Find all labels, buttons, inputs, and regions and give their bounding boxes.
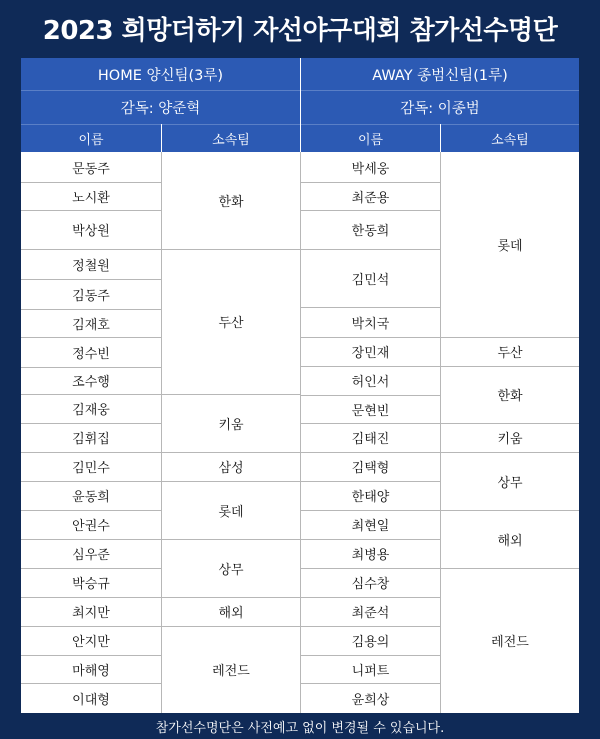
- home-team-name: 키움: [218, 417, 244, 433]
- row-divider: [21, 423, 161, 424]
- footer-note: 참가선수명단은 사전예고 없이 변경될 수 있습니다.: [155, 720, 445, 736]
- header-divider: [161, 124, 162, 152]
- column-divider: [300, 152, 301, 713]
- header-divider: [300, 58, 301, 152]
- home-player-name: 김재웅: [72, 403, 110, 418]
- row-divider: [21, 539, 161, 540]
- row-divider: [301, 626, 440, 627]
- away-player-name: 김민석: [351, 272, 390, 288]
- row-divider: [21, 249, 161, 250]
- row-divider: [301, 423, 440, 424]
- row-divider: [162, 539, 300, 540]
- away-player-name: 최준석: [351, 606, 390, 621]
- row-divider: [301, 539, 440, 540]
- row-divider: [21, 597, 161, 598]
- away-player-name: 최현일: [351, 519, 390, 534]
- row-divider: [162, 626, 300, 627]
- row-divider: [301, 683, 440, 684]
- away-player-name: 윤희상: [351, 692, 390, 708]
- row-divider: [162, 452, 300, 453]
- home-player-name: 최지만: [72, 606, 110, 621]
- row-divider: [162, 597, 300, 598]
- row-divider: [21, 394, 161, 395]
- away-player-name: 박치국: [351, 316, 390, 332]
- away-team-name: 해외: [497, 533, 523, 549]
- row-divider: [21, 452, 161, 453]
- page-title: 2023 희망더하기 자선야구대회 참가선수명단: [42, 15, 558, 46]
- away-player-name: 한태양: [351, 490, 390, 505]
- home-player-name: 문동주: [72, 161, 110, 177]
- away-manager: 감독: 이종범: [301, 90, 579, 124]
- row-divider: [301, 655, 440, 656]
- row-divider: [21, 182, 161, 183]
- away-team-name: 상무: [497, 475, 523, 491]
- home-team-name: 삼성: [218, 461, 244, 476]
- away-team-name: 키움: [497, 432, 523, 447]
- row-divider: [301, 307, 440, 308]
- row-divider: [441, 452, 579, 453]
- row-divider: [301, 182, 440, 183]
- row-divider: [301, 597, 440, 598]
- row-divider: [441, 337, 579, 338]
- row-divider: [301, 481, 440, 482]
- row-divider: [301, 395, 440, 396]
- home-player-name: 박상원: [72, 224, 110, 239]
- row-divider: [301, 510, 440, 511]
- away-player-name: 심수창: [351, 577, 390, 592]
- away-team-name: 두산: [497, 346, 523, 361]
- home-player-name: 박승규: [72, 577, 110, 592]
- row-divider: [301, 568, 440, 569]
- row-divider: [21, 210, 161, 211]
- row-divider: [162, 481, 300, 482]
- away-player-name: 문현빈: [351, 403, 390, 419]
- away-player-name: 한동희: [351, 224, 390, 239]
- away-player-name: 최준용: [351, 190, 390, 206]
- row-divider: [21, 683, 161, 684]
- row-divider: [21, 655, 161, 656]
- home-player-name: 김휘집: [72, 432, 110, 447]
- row-divider: [162, 394, 300, 395]
- away-player-name: 장민재: [351, 346, 390, 361]
- home-player-name: 김민수: [72, 461, 110, 476]
- away-player-name: 김택형: [351, 461, 390, 476]
- home-player-name: 심우준: [72, 548, 110, 563]
- home-manager: 감독: 양준혁: [21, 90, 300, 124]
- row-divider: [21, 626, 161, 627]
- home-player-name: 김동주: [72, 288, 110, 304]
- home-player-name: 이대형: [72, 692, 110, 708]
- away-player-name: 김용의: [351, 635, 390, 650]
- home-team-header: HOME 양신팀(3루): [21, 58, 300, 90]
- away-team-name: 롯데: [497, 239, 523, 254]
- home-team-name: 한화: [218, 195, 244, 210]
- home-player-name: 정수빈: [72, 346, 110, 362]
- header-divider: [440, 124, 441, 152]
- away-team-name: 한화: [497, 389, 523, 404]
- home-player-name: 윤동희: [72, 490, 110, 505]
- row-divider: [441, 568, 579, 569]
- row-divider: [301, 210, 440, 211]
- row-divider: [301, 452, 440, 453]
- home-team-name: 레전드: [212, 664, 250, 679]
- row-divider: [162, 249, 300, 250]
- row-divider: [21, 367, 161, 368]
- home-player-name: 김재호: [72, 317, 110, 333]
- away-team-name: 레전드: [491, 635, 529, 650]
- home-player-name: 마해영: [72, 663, 110, 679]
- home-col-team: 소속팀: [162, 124, 300, 152]
- away-player-name: 최병용: [351, 548, 390, 563]
- column-divider: [161, 152, 162, 713]
- row-divider: [21, 279, 161, 280]
- row-divider: [21, 337, 161, 338]
- home-player-name: 노시환: [72, 190, 110, 206]
- home-team-name: 해외: [218, 606, 244, 621]
- home-player-name: 정철원: [72, 258, 110, 274]
- away-player-name: 허인서: [351, 375, 390, 390]
- row-divider: [21, 510, 161, 511]
- home-team-name: 롯데: [218, 504, 244, 520]
- home-team-name: 두산: [218, 316, 244, 331]
- home-player-name: 조수행: [72, 375, 110, 390]
- home-col-name: 이름: [21, 124, 161, 152]
- row-divider: [301, 249, 440, 250]
- row-divider: [441, 510, 579, 511]
- away-col-team: 소속팀: [441, 124, 579, 152]
- away-player-name: 박세웅: [351, 161, 390, 177]
- home-player-name: 안지만: [72, 635, 110, 650]
- roster-table: [21, 58, 579, 713]
- row-divider: [441, 423, 579, 424]
- row-divider: [21, 309, 161, 310]
- column-divider: [440, 152, 441, 713]
- away-player-name: 김태진: [351, 432, 390, 447]
- home-team-name: 상무: [218, 562, 244, 578]
- row-divider: [301, 337, 440, 338]
- row-divider: [301, 366, 440, 367]
- away-player-name: 니퍼트: [351, 663, 390, 679]
- home-player-name: 안권수: [72, 519, 110, 534]
- row-divider: [21, 481, 161, 482]
- row-divider: [21, 568, 161, 569]
- away-team-header: AWAY 종범신팀(1루): [301, 58, 579, 90]
- away-col-name: 이름: [301, 124, 440, 152]
- row-divider: [441, 366, 579, 367]
